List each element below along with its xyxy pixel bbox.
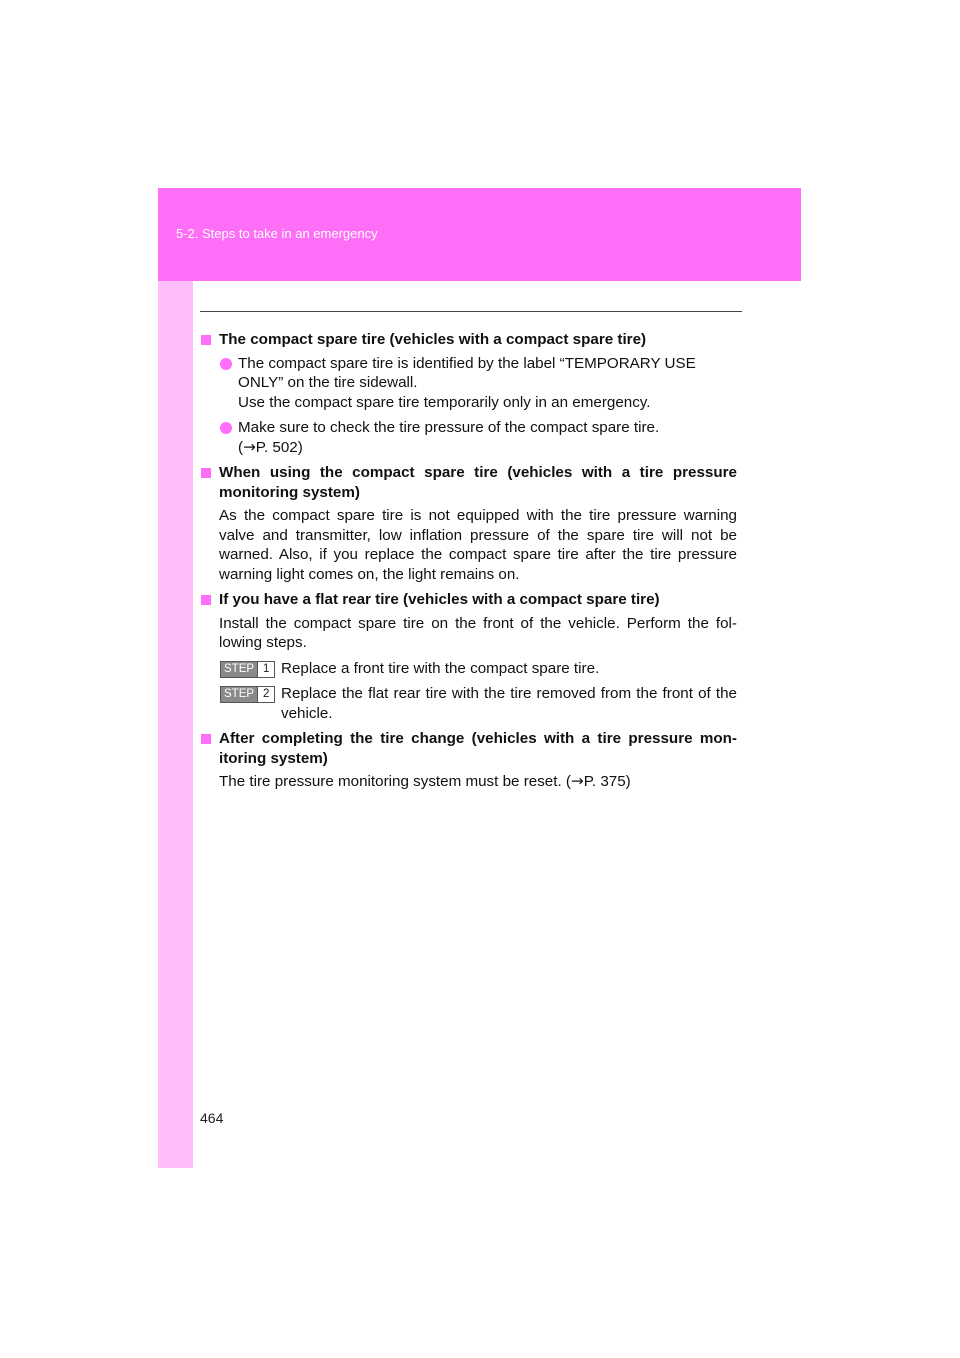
bullet-text: Use the compact spare tire temporarily only in an emergency. — [238, 393, 651, 411]
circle-bullet-icon — [220, 422, 232, 434]
section-heading: The compact spare tire (vehicles with a compact spare tire) — [200, 330, 737, 350]
section-heading: When using the compact spare tire (vehicles with a tire pressure monitoring system) — [200, 463, 737, 502]
main-content — [200, 330, 737, 798]
step-item — [200, 684, 737, 723]
bullet-text: Make sure to check the tire pressure of the compact spare tire. — [238, 419, 660, 436]
circle-bullet-icon — [220, 358, 232, 370]
section-heading: After completing the tire change (vehicles with a tire pressure mon-itoring system) — [200, 729, 737, 768]
page-reference[interactable]: (→P. 502) — [238, 437, 303, 456]
list-item — [200, 354, 737, 413]
body-paragraph: As the compact spare tire is not equipped with the tire pressure warning valve and transmitter, low inflation pressure of the spare tire will not be warned. Also, if you replace the compact spare tire after the tire pressure warning light comes on, the light remains on. — [219, 507, 737, 583]
step-text: Replace a front tire with the compact spare tire. — [281, 659, 600, 677]
arrow-icon: → — [570, 772, 584, 790]
section-heading: If you have a flat rear tire (vehicles with a compact spare tire) — [200, 590, 737, 610]
page-number: 464 — [200, 1110, 224, 1126]
header-rule — [200, 311, 742, 312]
breadcrumb: 5-2. Steps to take in an emergency — [176, 226, 378, 241]
bullet-text: The compact spare tire is identified by the label “TEMPORARY USE ONLY” on the tire sidewall. — [238, 354, 696, 391]
sidebar-strip — [158, 281, 193, 1168]
page-reference[interactable]: →P. 375) — [570, 772, 631, 790]
square-bullet-icon — [201, 468, 211, 478]
step-badge: STEP 1 — [220, 661, 275, 678]
step-badge: STEP 2 — [220, 686, 275, 703]
step-item — [200, 659, 737, 679]
square-bullet-icon — [201, 595, 211, 605]
step-text: Replace the flat rear tire with the tire removed from the front of the vehicle. — [281, 685, 737, 722]
body-paragraph: Install the compact spare tire on the front of the vehicle. Perform the fol-lowing steps. — [219, 614, 737, 651]
body-paragraph: The tire pressure monitoring system must be reset. (→P. 375) — [219, 772, 631, 790]
arrow-icon: → — [243, 437, 256, 456]
list-item — [200, 418, 737, 457]
square-bullet-icon — [201, 335, 211, 345]
square-bullet-icon — [201, 734, 211, 744]
